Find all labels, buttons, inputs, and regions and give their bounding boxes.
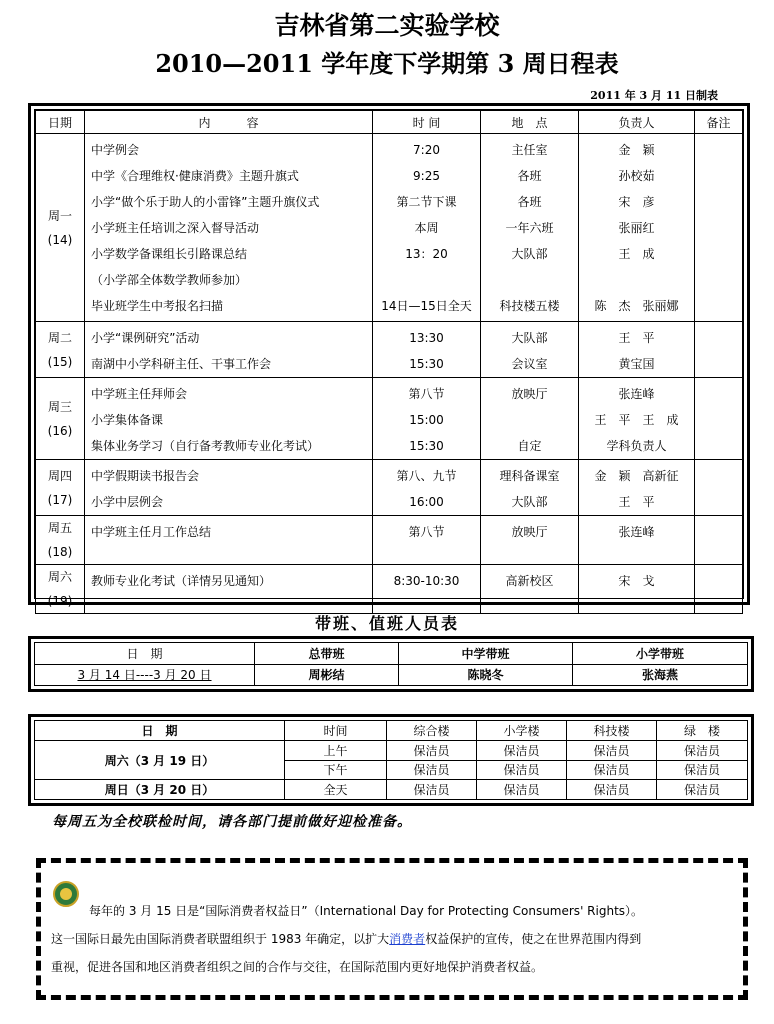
duty-date-header: 日 期 <box>35 643 255 665</box>
event-person <box>579 267 694 293</box>
col-content: 内 容 <box>85 111 373 134</box>
duty-chief-header: 总带班 <box>255 643 399 665</box>
cleaning-table <box>34 720 748 800</box>
remark-cell <box>695 516 743 565</box>
day-cell: 周三 (16) <box>36 378 85 460</box>
event-place: 各班 <box>517 195 542 209</box>
duty-primary-header: 小学带班 <box>573 643 748 665</box>
event-person: 张连峰 <box>618 387 655 401</box>
event-person-cell <box>579 134 695 322</box>
schedule-title: 2010—2011 学年度下学期第 3 周日程表 <box>155 49 619 78</box>
event-person: 王 平 <box>618 495 655 509</box>
event-person-cell <box>579 378 695 460</box>
cleaning-building2-header: 小学楼 <box>477 721 567 741</box>
consumer-day-text <box>51 897 741 981</box>
event-time: 本周 <box>414 221 439 235</box>
event-time: 7:20 <box>413 143 440 157</box>
day-cell: 周一 (14) <box>36 134 85 322</box>
event-place: 高新校区 <box>505 574 554 588</box>
cleaning-sunday: 周日（3 月 20 日） <box>35 780 285 800</box>
event-content-cell <box>85 322 373 378</box>
cleaning-header-row <box>35 721 748 741</box>
event-time-cell <box>373 322 481 378</box>
school-title: 吉林省第二实验学校 <box>274 11 500 40</box>
col-time: 时 间 <box>373 111 481 134</box>
event-time: 第八节 <box>408 525 445 539</box>
cleaning-worker: 保洁员 <box>657 760 748 780</box>
event-place: 大队部 <box>511 495 548 509</box>
event-place-cell <box>481 565 579 614</box>
event-content: 小学集体备课 <box>91 413 164 427</box>
event-content: 小学中层例会 <box>91 495 164 509</box>
col-remark: 备注 <box>695 111 743 134</box>
schedule-day-row <box>36 134 743 322</box>
remark-cell <box>695 134 743 322</box>
event-time: 8:30-10:30 <box>393 574 460 588</box>
made-date: 2011 年 3 月 11 日制表 <box>590 89 718 102</box>
duty-table-frame <box>28 636 754 692</box>
schedule-day-row <box>36 516 743 565</box>
event-time: 15:30 <box>409 439 444 453</box>
event-person-cell <box>579 322 695 378</box>
event-content: 小学“做个乐于助人的小雷锋”主题升旗仪式 <box>91 195 320 209</box>
day-cell: 周二 (15) <box>36 322 85 378</box>
event-place <box>481 407 578 433</box>
event-time: 16:00 <box>409 495 444 509</box>
event-person-cell <box>579 460 695 516</box>
duty-middle-header: 中学带班 <box>399 643 573 665</box>
event-place: 大队部 <box>511 247 548 261</box>
event-person: 金 颖 高新征 <box>594 469 679 483</box>
event-content: （小学部全体数学教师参加） <box>91 273 248 287</box>
schedule-table-frame <box>28 103 750 608</box>
cleaning-worker: 保洁员 <box>387 760 477 780</box>
event-content: 小学班主任培训之深入督导活动 <box>91 221 260 235</box>
event-time: 15:30 <box>409 357 444 371</box>
cleaning-saturday: 周六（3 月 19 日） <box>35 740 285 780</box>
event-content: 毕业班学生中考报名扫描 <box>91 299 224 313</box>
event-person: 王 平 王 成 <box>594 413 679 427</box>
cleaning-building4-header: 绿 楼 <box>657 721 748 741</box>
event-place: 放映厅 <box>511 387 548 401</box>
event-person-cell <box>579 516 695 565</box>
info-line: 重视，促进各国和地区消费者组织之间的合作与交往，在国际范围内更好地保护消费者权益。 <box>51 960 544 974</box>
event-content: 小学数学备课组长引路课总结 <box>91 247 248 261</box>
cleaning-worker: 保洁员 <box>567 780 657 800</box>
col-place: 地 点 <box>481 111 579 134</box>
cleaning-row <box>35 740 748 760</box>
event-time: 第二节下课 <box>396 195 457 209</box>
schedule-header-row <box>36 111 743 134</box>
cleaning-table-frame <box>28 714 754 806</box>
event-content: 中学《合理维权·健康消费》主题升旗式 <box>91 169 299 183</box>
event-person: 孙校茹 <box>618 169 655 183</box>
cleaning-worker: 保洁员 <box>567 740 657 760</box>
consumer-link[interactable]: 消费者 <box>389 932 426 946</box>
schedule-day-row <box>36 378 743 460</box>
event-place: 放映厅 <box>511 525 548 539</box>
event-content-cell <box>85 565 373 614</box>
duty-middle: 陈晓冬 <box>399 664 573 686</box>
event-content: 中学假期读书报告会 <box>91 469 200 483</box>
event-place: 科技楼五楼 <box>499 299 560 313</box>
event-content: 中学班主任月工作总结 <box>91 525 212 539</box>
cleaning-time: 全天 <box>285 780 387 800</box>
remark-cell <box>695 378 743 460</box>
day-cell: 周五 (18) <box>36 516 85 565</box>
event-time-cell <box>373 516 481 565</box>
event-time: 9:25 <box>413 169 440 183</box>
remark-cell <box>695 322 743 378</box>
day-cell: 周四 (17) <box>36 460 85 516</box>
remark-cell <box>695 565 743 614</box>
event-content-cell <box>85 516 373 565</box>
event-person: 张丽红 <box>618 221 655 235</box>
cleaning-time: 上午 <box>285 740 387 760</box>
schedule-table <box>35 110 743 614</box>
event-time-cell <box>373 460 481 516</box>
cleaning-building1-header: 综合楼 <box>387 721 477 741</box>
cleaning-time: 下午 <box>285 760 387 780</box>
schedule-day-row <box>36 565 743 614</box>
consumer-day-box <box>36 858 748 1000</box>
duty-chief: 周彬结 <box>255 664 399 686</box>
event-content-cell <box>85 378 373 460</box>
event-content-cell <box>85 460 373 516</box>
cleaning-worker: 保洁员 <box>387 780 477 800</box>
duty-row <box>35 664 748 686</box>
info-line: 这一国际日最先由国际消费者联盟组织于 1983 年确定，以扩大消费者权益保护的宣传，使之在世界范围内得到 <box>51 932 642 946</box>
event-time: 13:30 <box>409 331 444 345</box>
event-person: 宋 彦 <box>618 195 655 209</box>
event-place-cell <box>481 134 579 322</box>
event-content: 集体业务学习（自行备考教师专业化考试） <box>91 439 320 453</box>
event-place: 会议室 <box>511 357 548 371</box>
col-person: 负责人 <box>579 111 695 134</box>
event-person: 张连峰 <box>618 525 655 539</box>
event-time: 13：20 <box>405 247 448 261</box>
inspection-note: 每周五为全校联检时间，请各部门提前做好迎检准备。 <box>52 814 412 830</box>
col-date: 日期 <box>36 111 85 134</box>
cleaning-worker: 保洁员 <box>477 780 567 800</box>
event-time: 15:00 <box>409 413 444 427</box>
cleaning-row <box>35 780 748 800</box>
duty-title: 带班、值班人员表 <box>314 614 459 633</box>
event-place-cell <box>481 378 579 460</box>
event-content-cell <box>85 134 373 322</box>
event-time: 第八节 <box>408 387 445 401</box>
event-place-cell <box>481 460 579 516</box>
event-place: 一年六班 <box>505 221 554 235</box>
event-content: 中学例会 <box>91 143 140 157</box>
cleaning-worker: 保洁员 <box>657 780 748 800</box>
event-place: 各班 <box>517 169 542 183</box>
event-content: 教师专业化考试（详情另见通知） <box>91 574 272 588</box>
cleaning-building3-header: 科技楼 <box>567 721 657 741</box>
event-person: 宋 戈 <box>618 574 655 588</box>
event-time: 14日—15日全天 <box>381 299 472 313</box>
event-content: 小学“课例研究”活动 <box>91 331 200 345</box>
event-place: 主任室 <box>511 143 548 157</box>
event-place: 大队部 <box>511 331 548 345</box>
event-person: 金 颖 <box>618 143 655 157</box>
event-place: 理科备课室 <box>499 469 560 483</box>
event-time-cell <box>373 378 481 460</box>
remark-cell <box>695 460 743 516</box>
event-person: 学科负责人 <box>606 439 667 453</box>
cleaning-worker: 保洁员 <box>567 760 657 780</box>
event-place: 自定 <box>517 439 542 453</box>
cleaning-time-header: 时间 <box>285 721 387 741</box>
event-time: 第八、九节 <box>396 469 457 483</box>
duty-primary: 张海燕 <box>573 664 748 686</box>
event-place-cell <box>481 322 579 378</box>
event-content: 中学班主任拜师会 <box>91 387 188 401</box>
cleaning-worker: 保洁员 <box>657 740 748 760</box>
event-place-cell <box>481 516 579 565</box>
event-place <box>481 267 578 293</box>
event-time-cell <box>373 134 481 322</box>
event-person: 陈 杰 张丽娜 <box>594 299 679 313</box>
cleaning-worker: 保洁员 <box>387 740 477 760</box>
duty-table <box>34 642 748 686</box>
day-cell: 周六 (19) <box>36 565 85 614</box>
event-person: 王 平 <box>618 331 655 345</box>
info-line: 每年的 3 月 15 日是“国际消费者权益日”（International Day for Protecting Consumers' Rights）。 <box>89 904 644 918</box>
cleaning-worker: 保洁员 <box>477 740 567 760</box>
schedule-day-row <box>36 322 743 378</box>
event-time <box>373 267 480 293</box>
event-person-cell <box>579 565 695 614</box>
duty-header-row <box>35 643 748 665</box>
cleaning-date-header: 日 期 <box>35 721 285 741</box>
event-person: 王 成 <box>618 247 655 261</box>
duty-date: 3 月 14 日----3 月 20 日 <box>35 664 255 686</box>
cleaning-worker: 保洁员 <box>477 760 567 780</box>
event-content: 南湖中小学科研主任、干事工作会 <box>91 357 272 371</box>
event-person: 黄宝国 <box>618 357 655 371</box>
event-time-cell <box>373 565 481 614</box>
schedule-day-row <box>36 460 743 516</box>
